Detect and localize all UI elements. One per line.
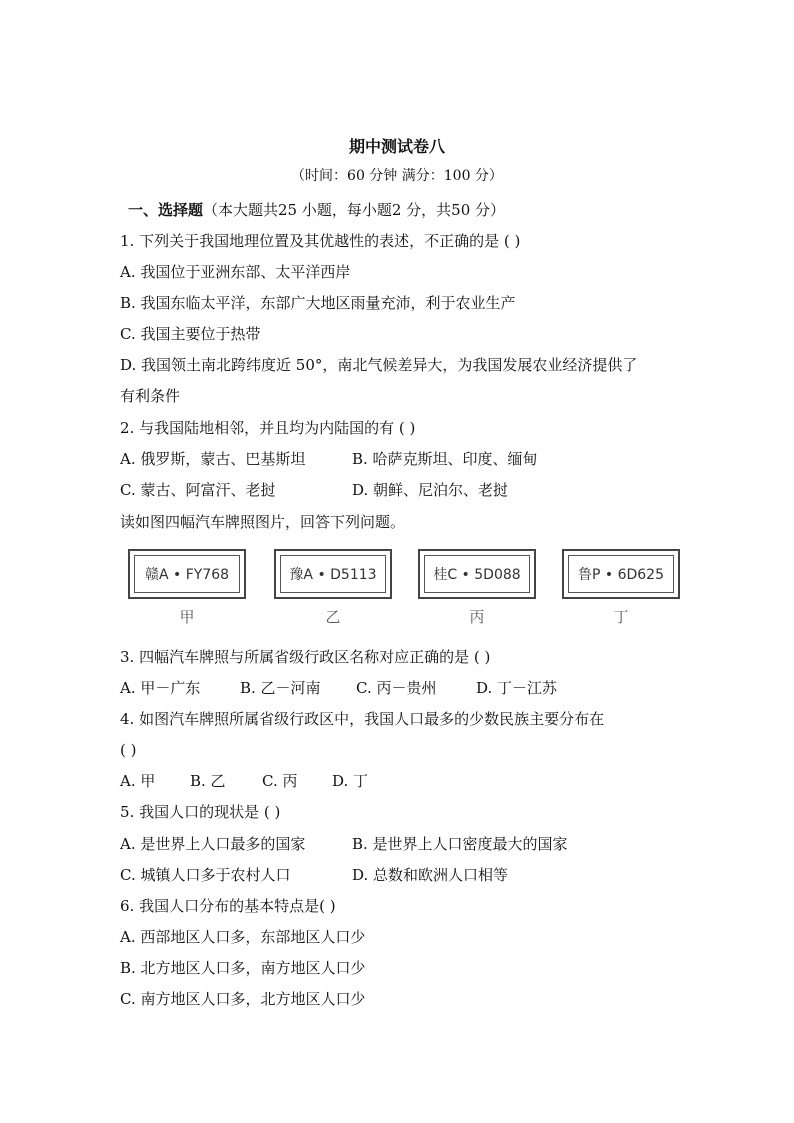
question-5-option-c: C. 城镇人口多于农村人口 xyxy=(120,866,291,884)
question-5-option-d: D. 总数和欧洲人口相等 xyxy=(352,866,509,884)
question-2-option-c: C. 蒙古、阿富汗、老挝 xyxy=(120,481,276,499)
section-title: 一、选择题 xyxy=(128,201,204,219)
plate-yi xyxy=(274,549,392,599)
question-3-stem: 3. 四幅汽车牌照与所属省级行政区名称对应正确的是 ( ) xyxy=(120,648,491,666)
question-4-option-b: B. 乙 xyxy=(190,772,226,790)
plate-yi-text: 豫A • D5113 xyxy=(280,555,386,593)
exam-time-score: （时间：60 分钟 满分：100 分） xyxy=(291,168,503,184)
question-6-option-c: C. 南方地区人口多，北方地区人口少 xyxy=(120,990,366,1008)
question-3-option-c: C. 丙－贵州 xyxy=(356,679,437,697)
question-1-option-c: C. 我国主要位于热带 xyxy=(120,325,261,343)
question-1-option-d: D. 我国领土南北跨纬度近 50°，南北气候差异大，为我国发展农业经济提供了 xyxy=(120,356,638,374)
plates-intro: 读如图四幅汽车牌照图片，回答下列问题。 xyxy=(120,513,406,531)
question-3-option-d: D. 丁－江苏 xyxy=(476,679,558,697)
question-3-option-a: A. 甲－广东 xyxy=(120,679,201,697)
plate-bing xyxy=(418,549,536,599)
plate-bing-text: 桂C • 5D088 xyxy=(424,555,530,593)
question-1-option-a: A. 我国位于亚洲东部、太平洋西岸 xyxy=(120,263,351,281)
plate-bing-label: 丙 xyxy=(469,608,485,626)
section-heading xyxy=(128,199,505,220)
plate-jia-text: 赣A • FY768 xyxy=(134,555,240,593)
question-5-option-a: A. 是世界上人口最多的国家 xyxy=(120,835,306,853)
plate-yi-label: 乙 xyxy=(325,608,341,626)
question-4-stem-cont: ( ) xyxy=(120,741,137,759)
question-4-stem: 4. 如图汽车牌照所属省级行政区中，我国人口最多的少数民族主要分布在 xyxy=(120,710,605,728)
question-5-stem: 5. 我国人口的现状是 ( ) xyxy=(120,803,281,821)
question-2-option-d: D. 朝鲜、尼泊尔、老挝 xyxy=(352,481,509,499)
question-4-option-c: C. 丙 xyxy=(262,772,298,790)
question-1-option-d-cont: 有利条件 xyxy=(120,387,181,405)
question-1-stem: 1. 下列关于我国地理位置及其优越性的表述，不正确的是 ( ) xyxy=(120,232,521,250)
question-2-option-a: A. 俄罗斯，蒙古、巴基斯坦 xyxy=(120,450,306,468)
question-6-option-a: A. 西部地区人口多，东部地区人口少 xyxy=(120,928,366,946)
plate-jia xyxy=(128,549,246,599)
plate-jia-label: 甲 xyxy=(179,608,195,626)
question-4-option-a: A. 甲 xyxy=(120,772,156,790)
page-title: 期中测试卷八 xyxy=(348,137,445,156)
license-plates-figure xyxy=(128,549,688,629)
plate-ding-label: 丁 xyxy=(613,608,629,626)
question-6-option-b: B. 北方地区人口多，南方地区人口少 xyxy=(120,959,366,977)
plate-ding xyxy=(562,549,680,599)
question-1-option-b: B. 我国东临太平洋，东部广大地区雨量充沛，利于农业生产 xyxy=(120,294,516,312)
question-2-stem: 2. 与我国陆地相邻，并且均为内陆国的有 ( ) xyxy=(120,419,416,437)
section-note: （本大题共25 小题，每小题2 分，共50 分） xyxy=(203,201,506,219)
question-2-option-b: B. 哈萨克斯坦、印度、缅甸 xyxy=(352,450,538,468)
question-3-option-b: B. 乙－河南 xyxy=(240,679,321,697)
question-5-option-b: B. 是世界上人口密度最大的国家 xyxy=(352,835,568,853)
question-6-stem: 6. 我国人口分布的基本特点是( ) xyxy=(120,897,336,915)
question-4-option-d: D. 丁 xyxy=(332,772,369,790)
plate-ding-text: 鲁P • 6D625 xyxy=(568,555,674,593)
